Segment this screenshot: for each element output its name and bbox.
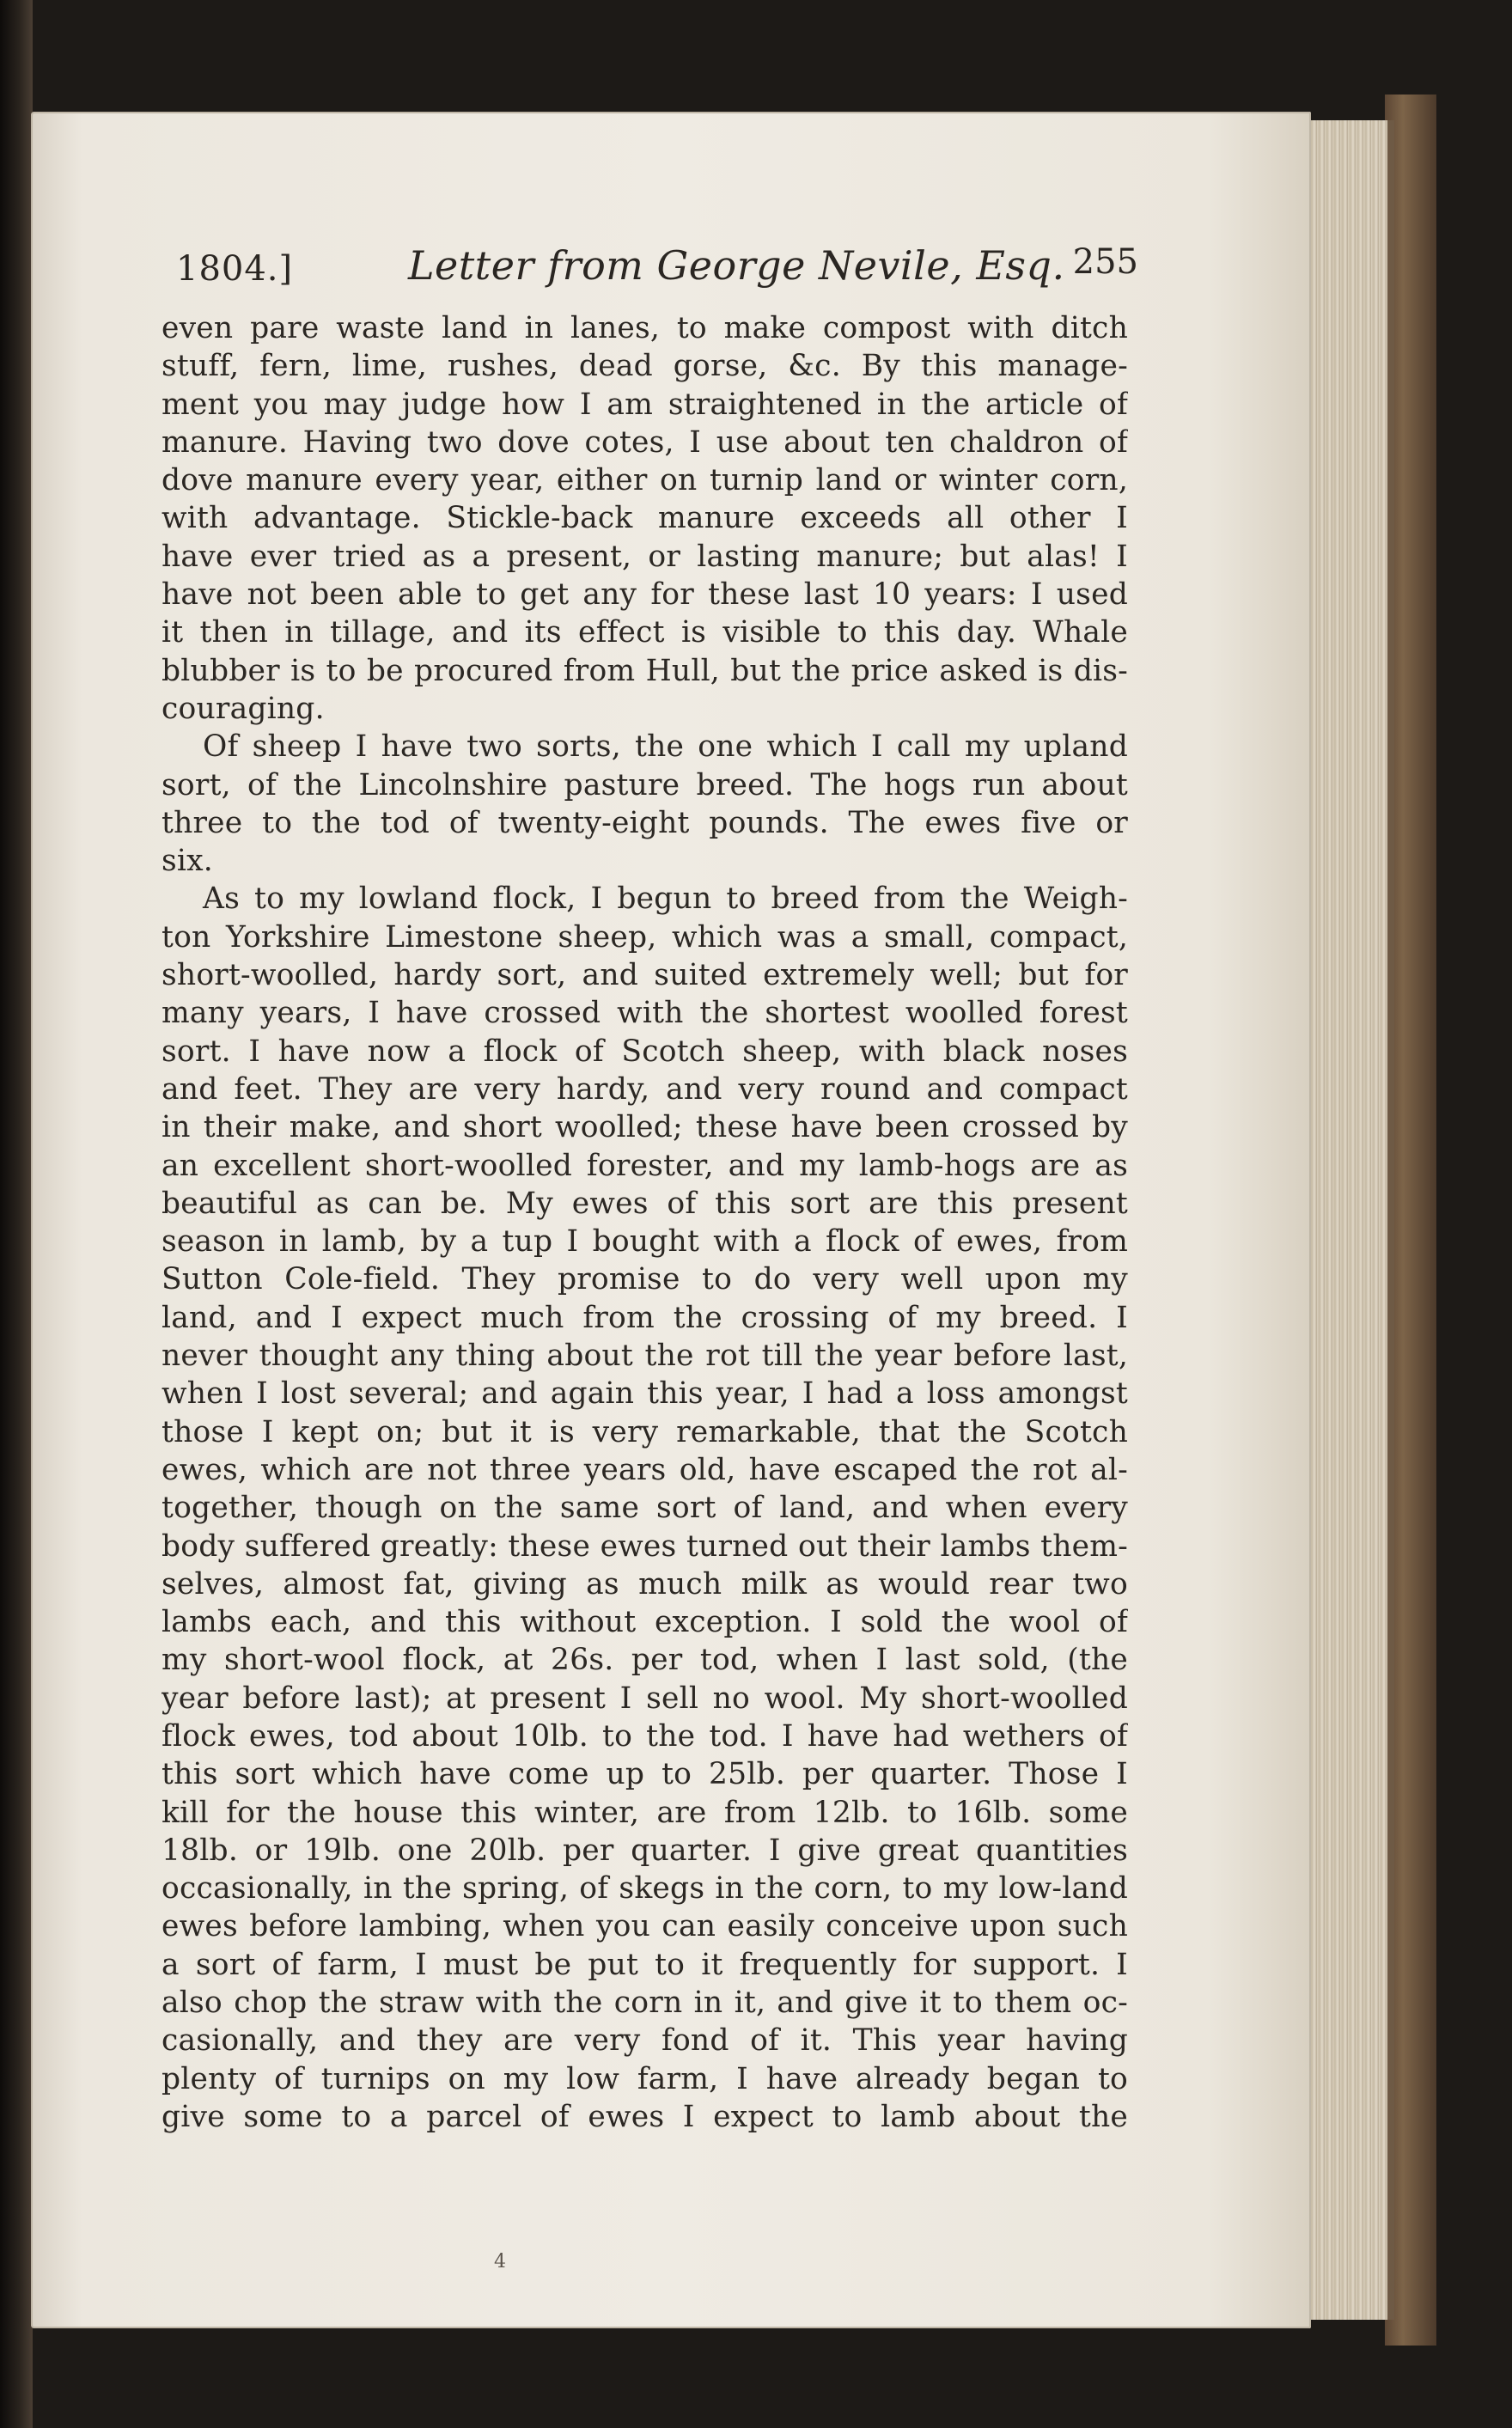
- text-line: six.: [162, 844, 213, 879]
- text-line: in their make, and short woolled; these have been crossed by: [162, 1110, 1128, 1145]
- text-line: occasionally, in the spring, of skegs in the corn, to my low-land: [162, 1871, 1128, 1906]
- text-line: have ever tried as a present, or lasting manure; but alas! I: [162, 539, 1128, 574]
- text-line: with advantage. Stickle-back manure exceeds all other I: [162, 501, 1128, 536]
- text-line: Sutton Cole-field. They promise to do very well upon my: [162, 1262, 1128, 1297]
- text-line: stuff, fern, lime, rushes, dead gorse, &c. By this manage-: [162, 349, 1128, 384]
- text-line: selves, almost fat, giving as much milk as would rear two: [162, 1566, 1128, 1601]
- running-title: Letter from George Nevile, Esq.: [408, 242, 1065, 289]
- text-line: many years, I have crossed with the shortest woolled forest: [162, 996, 1128, 1031]
- text-line: never thought any thing about the rot till the year before last,: [162, 1339, 1128, 1374]
- text-line: kill for the house this winter, are from 12lb. to 16lb. some: [162, 1795, 1128, 1830]
- text-line: plenty of turnips on my low farm, I have already began to: [162, 2061, 1128, 2096]
- text-line: body suffered greatly: these ewes turned out their lambs them-: [162, 1528, 1128, 1564]
- text-line: short-woolled, hardy sort, and suited extremely well; but for: [162, 958, 1128, 993]
- text-line: together, though on the same sort of land, and when every: [162, 1491, 1128, 1526]
- text-line: land, and I expect much from the crossing of my breed. I: [162, 1300, 1128, 1335]
- text-line: sort, of the Lincolnshire pasture breed. The hogs run about: [162, 767, 1128, 802]
- text-line: ton Yorkshire Limestone sheep, which was a small, compact,: [162, 919, 1128, 955]
- page-number: 255: [1072, 242, 1138, 282]
- text-line: lambs each, and this without exception. I sold the wool of: [162, 1605, 1128, 1640]
- text-line: blubber is to be procured from Hull, but the price asked is dis-: [162, 653, 1128, 688]
- text-line: manure. Having two dove cotes, I use about ten chaldron of: [162, 424, 1128, 460]
- text-line: an excellent short-woolled forester, and my lamb-hogs are as: [162, 1148, 1128, 1183]
- text-line: it then in tillage, and its effect is visible to this day. Whale: [162, 615, 1128, 650]
- text-line: those I kept on; but it is very remarkable, that the Scotch: [162, 1414, 1128, 1449]
- text-line: my short-wool flock, at 26s. per tod, when I last sold, (the: [162, 1643, 1128, 1678]
- text-line: flock ewes, tod about 10lb. to the tod. I have had wethers of: [162, 1718, 1128, 1754]
- text-line: this sort which have come up to 25lb. per quarter. Those I: [162, 1757, 1128, 1792]
- text-line: season in lamb, by a tup I bought with a flock of ewes, from: [162, 1224, 1128, 1260]
- text-line: ment you may judge how I am straightened in the article of: [162, 387, 1128, 422]
- text-line: give some to a parcel of ewes I expect to lamb about the: [162, 2099, 1128, 2134]
- text-line: also chop the straw with the corn in it, and give it to them oc-: [162, 1986, 1128, 2021]
- header-year: 1804.]: [176, 249, 294, 289]
- text-line: ewes, which are not three years old, have escaped the rot al-: [162, 1452, 1128, 1487]
- text-line: and feet. They are very hardy, and very round and compact: [162, 1071, 1128, 1107]
- text-line: sort. I have now a flock of Scotch sheep, with black noses: [162, 1034, 1128, 1069]
- text-line: As to my lowland flock, I begun to breed from the Weigh-: [203, 882, 1128, 917]
- text-line: casionally, and they are very fond of it. This year having: [162, 2023, 1128, 2059]
- text-line: dove manure every year, either on turnip land or winter corn,: [162, 463, 1128, 498]
- text-line: Of sheep I have two sorts, the one which I call my upland: [203, 729, 1128, 765]
- page-stack-edge: [1302, 120, 1394, 2320]
- body-text: [162, 309, 1128, 2136]
- text-line: when I lost several; and again this year, I had a loss amongst: [162, 1376, 1128, 1412]
- text-line: couraging.: [162, 691, 325, 726]
- text-line: have not been able to get any for these last 10 years: I used: [162, 577, 1128, 613]
- book-spine: [0, 0, 33, 2428]
- text-line: a sort of farm, I must be put to it frequently for support. I: [162, 1947, 1128, 1982]
- text-line: beautiful as can be. My ewes of this sort are this present: [162, 1186, 1128, 1221]
- footer-mark: 4: [494, 2251, 506, 2272]
- text-line: three to the tod of twenty-eight pounds. The ewes five or: [162, 805, 1128, 840]
- page-header: [176, 242, 1138, 302]
- text-line: ewes before lambing, when you can easily conceive upon such: [162, 1909, 1128, 1944]
- text-line: 18lb. or 19lb. one 20lb. per quarter. I give great quantities: [162, 1833, 1128, 1868]
- text-line: year before last); at present I sell no wool. My short-woolled: [162, 1681, 1128, 1716]
- text-line: even pare waste land in lanes, to make compost with ditch: [162, 311, 1128, 345]
